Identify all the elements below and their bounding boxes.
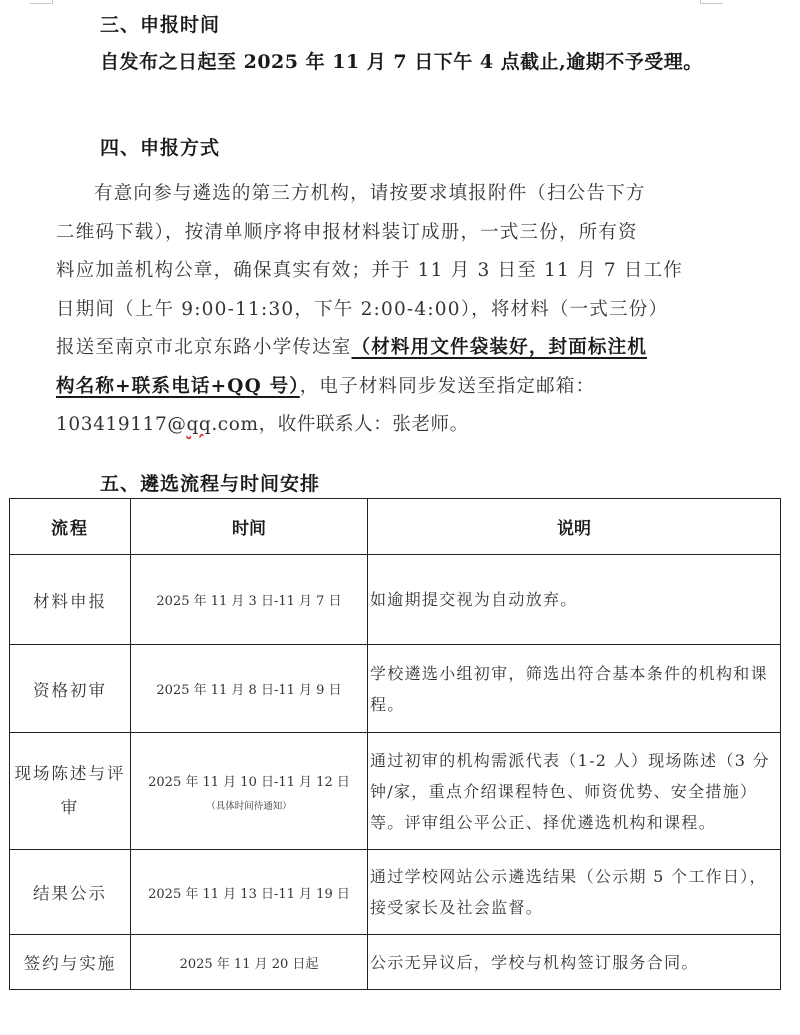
email-instruction: ，电子材料同步发送至指定邮箱： (299, 375, 596, 397)
row-stage: 签约与实施 (10, 935, 131, 990)
email-prefix: 103419117@ (56, 414, 187, 435)
packaging-requirement-cont: 构名称+联系电话+QQ 号） (56, 375, 300, 397)
table-row (10, 850, 781, 935)
packaging-requirement: （材料用文件袋装好，封面标注机 (351, 337, 648, 358)
submission-method-paragraph (56, 175, 706, 445)
table-row (10, 733, 781, 850)
section4-heading: 四、申报方式 (100, 137, 221, 159)
deadline-text: 自发布之日起至 2025 年 11 月 7 日下午 4 点截止,逾期不予受理。 (100, 51, 703, 73)
schedule-table (9, 498, 781, 990)
row-time: 2025 年 11 月 20 日起 (131, 935, 368, 990)
row-time: 2025 年 11 月 3 日-11 月 7 日 (131, 555, 368, 645)
header-time: 时间 (131, 499, 368, 555)
page-corner-mark-right (700, 0, 723, 4)
row-time-cell (131, 733, 368, 850)
para-line (56, 406, 706, 445)
table-row (10, 645, 781, 733)
para-line (56, 329, 706, 368)
row-description: 通过学校网站公示遴选结果（公示期 5 个工作日），接受家长及社会监督。 (368, 850, 781, 935)
row-stage: 结果公示 (10, 850, 131, 935)
row-stage: 资格初审 (10, 645, 131, 733)
header-stage: 流程 (10, 499, 131, 555)
row-stage: 现场陈述与评审 (10, 733, 131, 850)
header-description: 说明 (368, 499, 781, 555)
row-description: 如逾期提交视为自动放弃。 (368, 555, 781, 645)
para-line: 料应加盖机构公章，确保真实有效；并于 11 月 3 日至 11 月 7 日工作 (56, 260, 683, 281)
section5-heading: 五、遴选流程与时间安排 (100, 473, 321, 495)
section3-heading: 三、申报时间 (100, 14, 221, 36)
row-time-note: （具体时间待通知） (206, 800, 292, 812)
row-time: 2025 年 11 月 8 日-11 月 9 日 (131, 645, 368, 733)
para-line: 有意向参与遴选的第三方机构，请按要求填报附件（扫公告下方 (94, 183, 646, 204)
para-line (56, 368, 706, 407)
table-header-row (10, 499, 781, 555)
page-corner-mark-left (30, 0, 53, 4)
row-description: 学校遴选小组初审，筛选出符合基本条件的机构和课程。 (368, 645, 781, 733)
row-description: 公示无异议后，学校与机构签订服务合同。 (368, 935, 781, 990)
row-stage: 材料申报 (10, 555, 131, 645)
table-row (10, 935, 781, 990)
table-row (10, 555, 781, 645)
email-domain-spellcheck: qq (186, 414, 212, 435)
email-contact: .com，收件联系人：张老师。 (211, 414, 469, 435)
row-time: 2025 年 11 月 10 日-11 月 12 日 (148, 774, 350, 790)
delivery-location: 报送至南京市北京东路小学传达室 (56, 337, 352, 358)
para-line: 日期间（上午 9:00-11:30，下午 2:00-4:00），将材料（一式三份） (56, 298, 669, 320)
row-time: 2025 年 11 月 13 日-11 月 19 日 (131, 850, 368, 935)
para-line: 二维码下载），按清单顺序将申报材料装订成册，一式三份，所有资 (56, 221, 638, 243)
row-description: 通过初审的机构需派代表（1-2 人）现场陈述（3 分钟/家，重点介绍课程特色、师资优势、安全措施）等。评审组公平公正、择优遴选机构和课程。 (368, 733, 781, 850)
